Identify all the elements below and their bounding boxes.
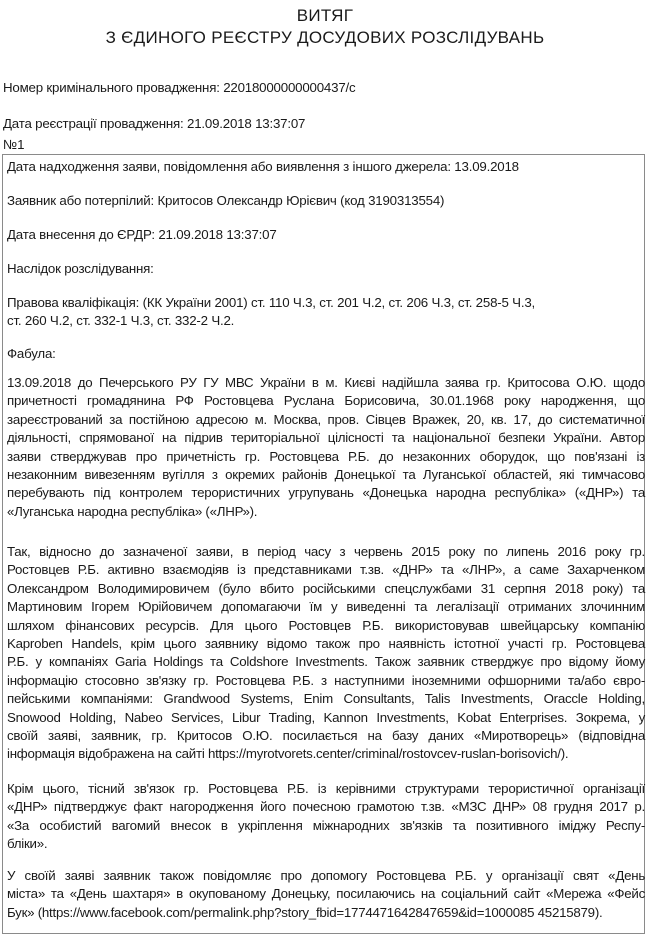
text-line: причетності громадянина РФ Ростовцева Руслана Борисовича, 30.01.1968 року народження, що — [7, 393, 645, 409]
text-line: Олександром Володимировичем (було вбито російськими спецслужбами 31 серпня 2018 року) та — [7, 580, 645, 596]
fabula-paragraph-3 — [7, 780, 645, 854]
text-line: Snowood Holding, Nabeo Services, Libur Trading, Kannon Investments, Kobat Enterprises. Зокрема, у — [7, 709, 645, 725]
text-line: діяльності, спрямованої на підрив територіальної цілісності та національної безпеки України. Автор — [7, 430, 645, 446]
text-line: своїй заяві, заявник, гр. Критосов О.Ю. посилається на базу даних «Миротворець» (відповідна — [7, 728, 645, 744]
text-line: Бук» (https://www.facebook.com/permalink.php?story_fbid=1774471642847659&id=1000085 45215879). — [7, 904, 603, 920]
investigation-result: Наслідок розслідування: — [7, 261, 154, 276]
text-line: бліки». — [7, 836, 48, 852]
text-line: інформація відображена на сайті https://myrotvorets.center/criminal/rostovcev-ruslan-borisovich/). — [7, 746, 569, 762]
registration-date: Дата реєстрації провадження: 21.09.2018 13:37:07 — [3, 116, 306, 131]
applicant: Заявник або потерпілий: Критосов Олександр Юрієвич (код 3190313554) — [7, 193, 445, 208]
text-line: «Луганська народна республіка» («ЛНР»). — [7, 503, 258, 519]
text-line: «ДНР» підтверджує факт нагородження його почесною грамотою т.зв. «МЗС ДНР» 08 грудня 2017 р. — [7, 799, 645, 815]
text-line: перебувають під контролем терористичних угрупувань «Донецька народна республіка» («ДНР») та — [7, 485, 645, 501]
document-title: ВИТЯГ — [296, 6, 354, 25]
text-line: Так, відносно до зазначеної заяви, в період часу з червень 2015 року по липень 2016 року гр. — [7, 544, 645, 559]
entry-number: №1 — [3, 137, 25, 152]
entry-box — [2, 154, 645, 934]
erdr-date: Дата внесення до ЄРДР: 21.09.2018 13:37:07 — [7, 227, 277, 242]
fabula-paragraph-4 — [7, 867, 645, 922]
text-line: інформацію стосовно зв'язку гр. Ростовцева Р.Б. з наступними іноземними офшорними та/або євро- — [7, 672, 645, 688]
text-line: «За особистий вагомий внесок в укріплення міжнародних зв'язків та позитивного іміджу Респу- — [7, 817, 645, 833]
text-line: міста» та «День шахтаря» в окупованому Донецьку, посилаючись на соціальний сайт «Мережа «Фейс — [7, 886, 645, 902]
text-line: У своїй заяві заявник також повідомляє про допомогу Ростовцева Р.Б. у організації свят «День — [7, 868, 645, 883]
text-line: Ростовцев Р.Б. активно взаємодіяв із представниками т.зв. «ДНР» та «ЛНР», а саме Захарченком — [7, 562, 645, 578]
text-line: пейськими компаніями: Grandwood Systems, Enim Consultants, Talis Investments, Oraccle Holding, — [7, 691, 645, 707]
text-line: шляхом фінансових ресурсів. Для цього Ростовцев Р.Б. використовував швейцарську компанію — [7, 617, 645, 633]
text-line: Крім цього, тісний зв'язок гр. Ростовцева Р.Б. із керівними структурами терористичної організації — [7, 781, 645, 796]
legal-qualification-line2: ст. 260 Ч.2, ст. 332-1 Ч.3, ст. 332-2 Ч.2. — [7, 313, 235, 328]
received-date: Дата надходження заяви, повідомлення або виявлення з іншого джерела: 13.09.2018 — [7, 159, 519, 174]
text-line: заяви стверджував про причетність гр. Ростовцева Р.Б. до незаконних оборудок, що пов'язані із — [7, 448, 645, 464]
fabula-paragraph-2 — [7, 543, 645, 764]
fabula-paragraph-1 — [7, 374, 645, 521]
text-line: Р.Б. у компаніях Garia Holdings та Coldshore Investments. Також заявник стверджує про відому йому — [7, 654, 645, 670]
legal-qualification-line1: Правова кваліфікація: (КК України 2001) ст. 110 Ч.3, ст. 201 Ч.2, ст. 206 Ч.3, ст. 258-5 Ч.3, — [7, 295, 536, 310]
document-subtitle: З ЄДИНОГО РЕЄСТРУ ДОСУДОВИХ РОЗСЛІДУВАНЬ — [105, 28, 545, 47]
fabula-label: Фабула: — [7, 346, 56, 361]
text-line: 13.09.2018 до Печерського РУ ГУ МВС України в м. Києві надійшла заява гр. Критосова О.Ю. щодо — [7, 375, 645, 390]
case-number: Номер кримінального провадження: 22018000000000437/с — [3, 80, 356, 95]
text-line: Мартиновим Ігорем Юрійовичем допомагаючи їм у виведенні та легалізації отриманих злочинним — [7, 599, 645, 615]
text-line: незаконним вивезенням вугілля з окремих районів Донецької та Луганської областей, які тимчасово — [7, 467, 645, 483]
text-line: Kaproben Handels, крім цього заявнику відомо також про наявність істотної участі гр. Ростовцева — [7, 636, 645, 652]
text-line: зареєстрований за постійною адресою м. Москва, пров. Сівцев Вражек, 20, кв. 17, до систематичної — [7, 411, 645, 427]
